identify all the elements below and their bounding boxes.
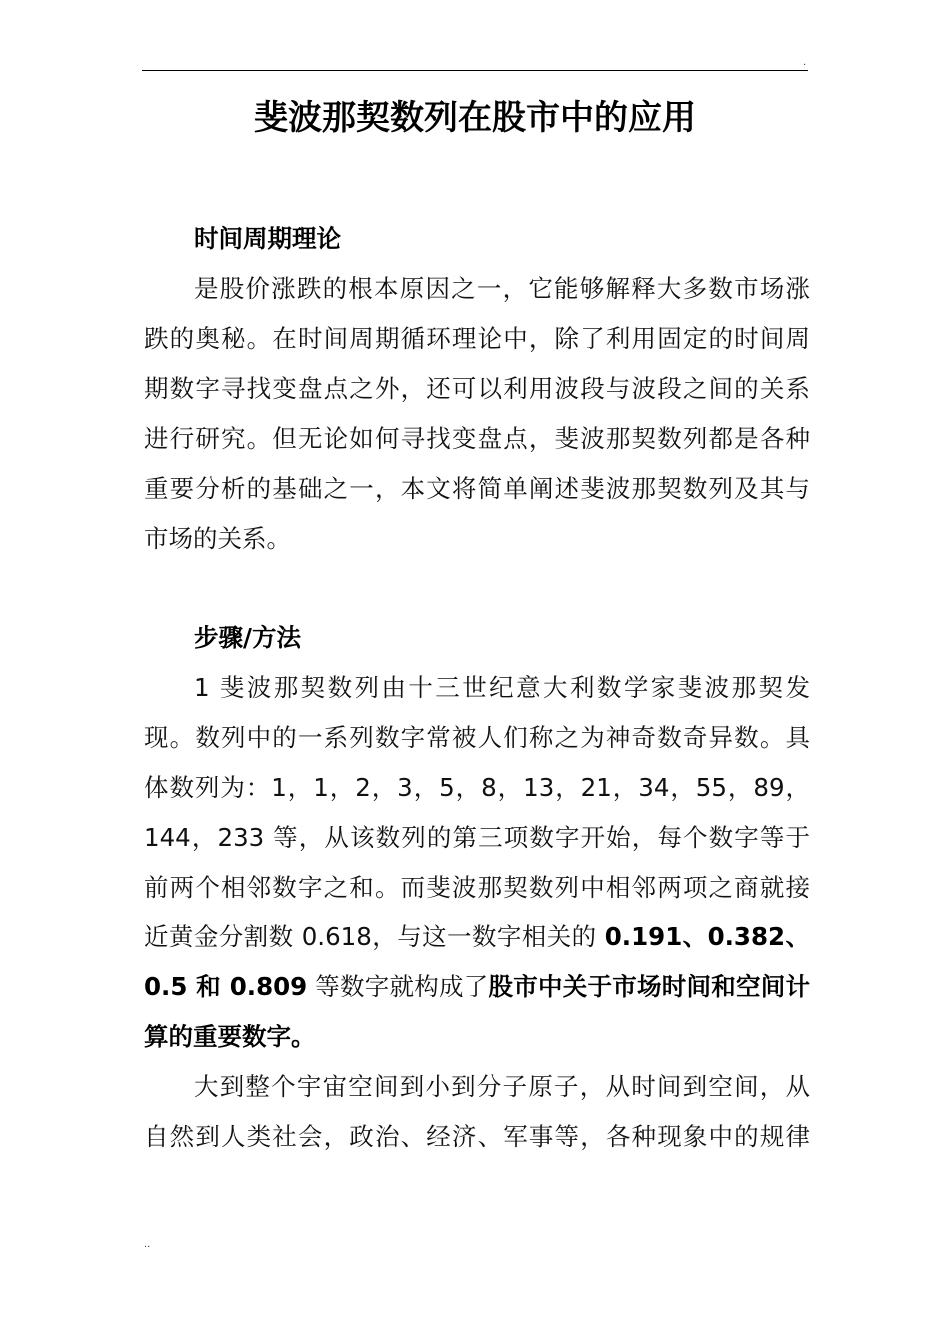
paragraph-line: 体数列为：1，1，2，3，5，8，13，21，34，55，89， — [144, 773, 810, 802]
paragraph-line: 大到整个宇宙空间到小到分子原子，从时间到空间，从 — [194, 1072, 810, 1101]
paragraph-line: 前两个相邻数字之和。而斐波那契数列中相邻两项之商就接 — [144, 873, 810, 902]
footer-mark: .. — [144, 1239, 151, 1250]
paragraph-line: 进行研究。但无论如何寻找变盘点，斐波那契数列都是各种 — [144, 424, 810, 453]
section-heading-time-cycle: 时间周期理论 — [194, 224, 341, 253]
paragraph-line: 是股价涨跌的根本原因之一，它能够解释大多数市场涨 — [194, 274, 810, 303]
paragraph-line: 144，233 等，从该数列的第三项数字开始，每个数字等于 — [144, 823, 810, 852]
bold-numbers: 0.191、0.382、 — [604, 922, 810, 951]
paragraph-line: 跌的奥秘。在时间周期循环理论中，除了利用固定的时间周 — [144, 324, 810, 353]
plain-text: 近黄金分割数 0.618，与这一数字相关的 — [144, 922, 605, 951]
header-rule — [142, 70, 808, 71]
paragraph-line-mixed — [144, 970, 810, 1004]
paragraph-line: 重要分析的基础之一，本文将简单阐述斐波那契数列及其与 — [144, 474, 810, 503]
paragraph-line-bold: 算的重要数字。 — [144, 1022, 316, 1051]
section-heading-steps: 步骤/方法 — [194, 623, 301, 652]
bold-numbers: 0.5 和 0.809 — [144, 972, 308, 1001]
paragraph-line-mixed — [144, 920, 810, 954]
paragraph-line: 1 斐波那契数列由十三世纪意大利数学家斐波那契发 — [194, 673, 810, 702]
header-mark: . — [803, 57, 807, 68]
plain-text: 等数字就构成了 — [307, 972, 489, 1001]
paragraph-line: 市场的关系。 — [144, 524, 291, 553]
bold-emphasis: 股市中关于市场时间和空间计 — [488, 972, 811, 1001]
paragraph-line: 期数字寻找变盘点之外，还可以利用波段与波段之间的关系 — [144, 374, 810, 403]
paragraph-line: 自然到人类社会，政治、经济、军事等，各种现象中的规律 — [144, 1122, 810, 1151]
paragraph-line: 现。数列中的一系列数字常被人们称之为神奇数奇异数。具 — [144, 723, 810, 752]
document-title: 斐波那契数列在股市中的应用 — [254, 98, 696, 138]
